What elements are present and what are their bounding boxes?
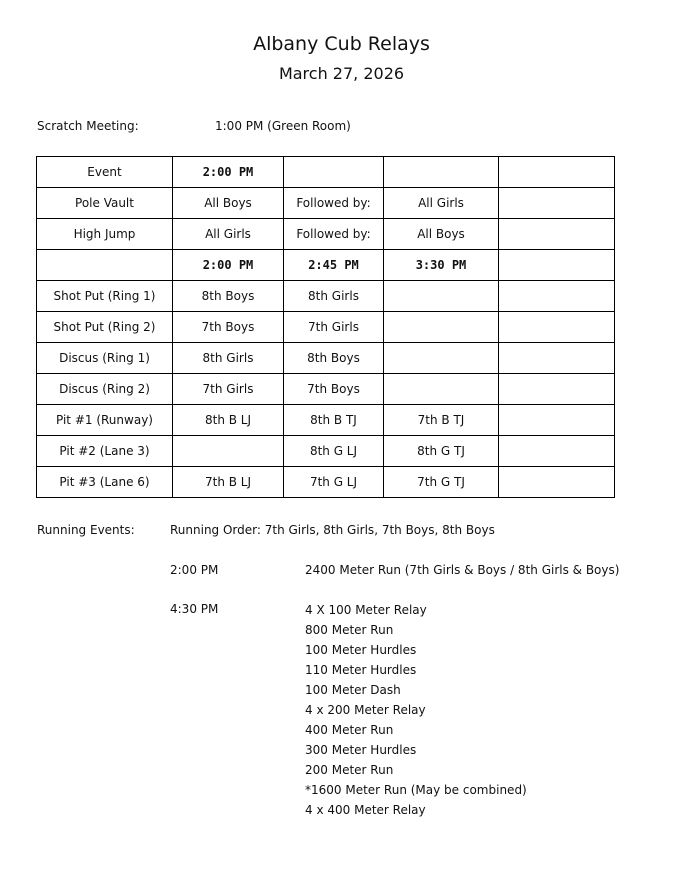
table-cell: [499, 436, 615, 467]
scratch-meeting-value: 1:00 PM (Green Room): [215, 119, 351, 133]
list-item: 4 x 200 Meter Relay: [305, 703, 426, 717]
table-cell: All Boys: [173, 188, 284, 219]
table-row: [37, 219, 615, 250]
table-row: [37, 343, 615, 374]
running-time-2: 4:30 PM: [170, 602, 219, 616]
table-cell: Pit #3 (Lane 6): [37, 467, 173, 498]
table-cell: 8th Girls: [284, 281, 384, 312]
table-cell: [499, 157, 615, 188]
table-cell: [173, 436, 284, 467]
table-cell: [499, 219, 615, 250]
table-cell: Shot Put (Ring 1): [37, 281, 173, 312]
table-cell: [499, 374, 615, 405]
table-cell: [384, 374, 499, 405]
table-row: [37, 312, 615, 343]
running-event-2400: 2400 Meter Run (7th Girls & Boys / 8th Girls & Boys): [305, 563, 620, 577]
field-events-schedule-table: [36, 156, 615, 498]
table-row: [37, 467, 615, 498]
table-cell: [499, 343, 615, 374]
scratch-meeting-label: Scratch Meeting:: [37, 119, 139, 133]
table-cell: [384, 312, 499, 343]
table-cell: 8th Girls: [173, 343, 284, 374]
table-cell: Event: [37, 157, 173, 188]
table-cell: 8th Boys: [284, 343, 384, 374]
running-events-list: [305, 603, 527, 823]
table-cell: Discus (Ring 1): [37, 343, 173, 374]
table-cell: 7th Boys: [284, 374, 384, 405]
table-cell: [384, 281, 499, 312]
list-item: 300 Meter Hurdles: [305, 743, 417, 757]
table-cell: 8th G LJ: [284, 436, 384, 467]
table-cell: Followed by:: [284, 188, 384, 219]
table-cell: [37, 250, 173, 281]
table-cell: 7th Girls: [284, 312, 384, 343]
table-cell: Followed by:: [284, 219, 384, 250]
table-cell: 2:45 PM: [284, 250, 384, 281]
table-cell: [499, 188, 615, 219]
table-cell: 7th B TJ: [384, 405, 499, 436]
running-time-1: 2:00 PM: [170, 563, 219, 577]
table-cell: 2:00 PM: [173, 157, 284, 188]
list-item: 4 X 100 Meter Relay: [305, 603, 427, 617]
table-cell: [499, 405, 615, 436]
list-item: 800 Meter Run: [305, 623, 394, 637]
table-row: [37, 374, 615, 405]
table-cell: Discus (Ring 2): [37, 374, 173, 405]
list-item: 400 Meter Run: [305, 723, 394, 737]
table-cell: 2:00 PM: [173, 250, 284, 281]
table-cell: 7th Boys: [173, 312, 284, 343]
table-cell: Shot Put (Ring 2): [37, 312, 173, 343]
list-item: 110 Meter Hurdles: [305, 663, 417, 677]
page-title: Albany Cub Relays: [253, 33, 430, 55]
list-item: 100 Meter Dash: [305, 683, 401, 697]
table-cell: High Jump: [37, 219, 173, 250]
table-cell: 8th B TJ: [284, 405, 384, 436]
table-cell: 7th G LJ: [284, 467, 384, 498]
table-cell: All Boys: [384, 219, 499, 250]
table-cell: 8th B LJ: [173, 405, 284, 436]
event-date: March 27, 2026: [278, 64, 405, 83]
table-cell: [499, 467, 615, 498]
table-cell: 7th B LJ: [173, 467, 284, 498]
table-cell: 8th G TJ: [384, 436, 499, 467]
table-row: [37, 436, 615, 467]
table-cell: Pit #1 (Runway): [37, 405, 173, 436]
table-cell: Pit #2 (Lane 3): [37, 436, 173, 467]
list-item: 200 Meter Run: [305, 763, 394, 777]
table-cell: [499, 281, 615, 312]
running-order: Running Order: 7th Girls, 8th Girls, 7th Boys, 8th Boys: [170, 523, 495, 537]
table-cell: All Girls: [384, 188, 499, 219]
table-cell: 7th Girls: [173, 374, 284, 405]
table-row: [37, 405, 615, 436]
table-row: [37, 281, 615, 312]
table-cell: [384, 157, 499, 188]
table-cell: 3:30 PM: [384, 250, 499, 281]
table-cell: All Girls: [173, 219, 284, 250]
table-row: [37, 157, 615, 188]
running-events-label: Running Events:: [37, 523, 135, 537]
list-item: 4 x 400 Meter Relay: [305, 803, 426, 817]
list-item: 100 Meter Hurdles: [305, 643, 417, 657]
table-cell: 7th G TJ: [384, 467, 499, 498]
table-cell: [384, 343, 499, 374]
table-cell: [499, 250, 615, 281]
table-cell: [284, 157, 384, 188]
table-row: [37, 250, 615, 281]
table-cell: Pole Vault: [37, 188, 173, 219]
table-cell: [499, 312, 615, 343]
table-cell: 8th Boys: [173, 281, 284, 312]
list-item: *1600 Meter Run (May be combined): [305, 783, 527, 797]
table-row: [37, 188, 615, 219]
